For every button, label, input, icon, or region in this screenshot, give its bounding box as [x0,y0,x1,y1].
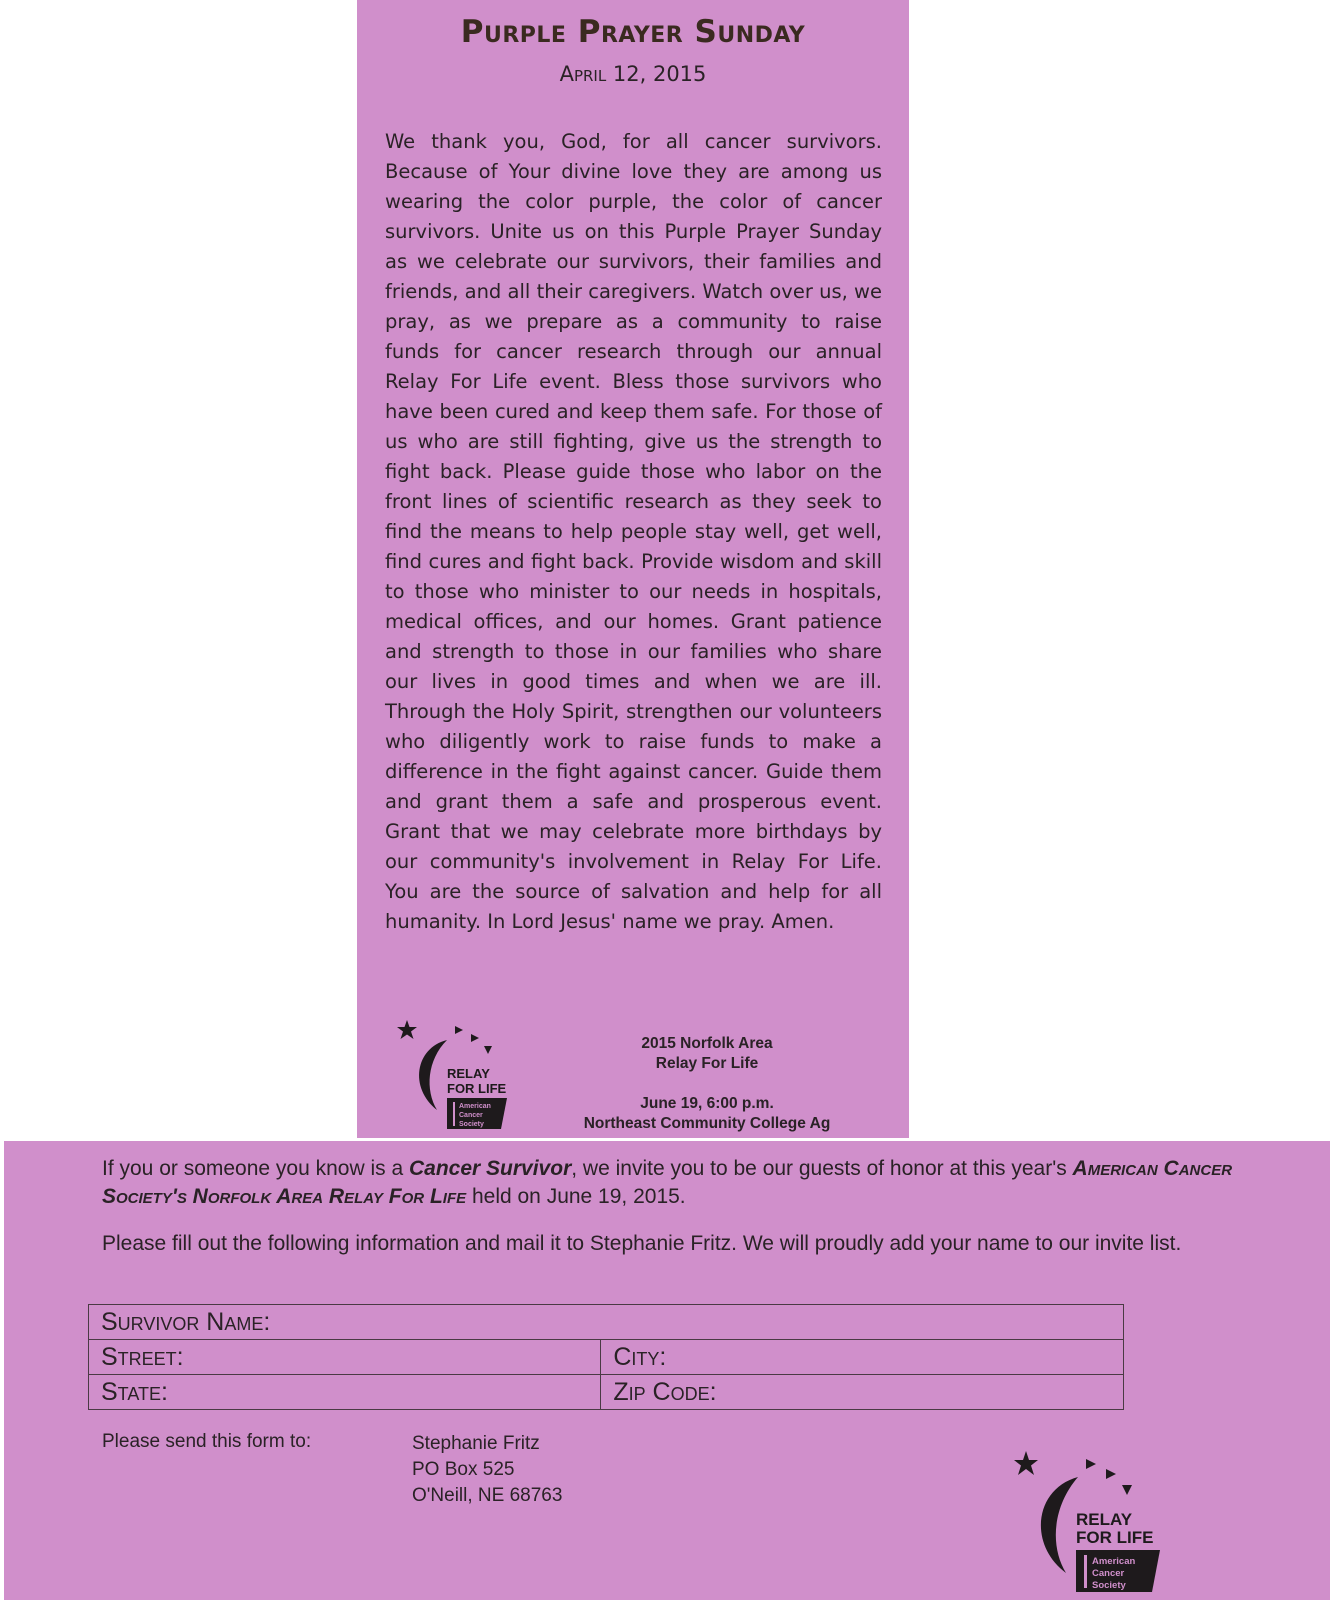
event-line-2: Relay For Life [655,1055,759,1072]
state-field[interactable]: State: [89,1375,601,1410]
star-icon [1122,1485,1132,1495]
address-line-2: O'Neill, NE 68763 [412,1485,563,1506]
event-info [557,1034,857,1134]
acs-sword-icon [1084,1555,1087,1588]
star-icon [455,1026,463,1034]
acs-text-1: American [459,1103,491,1110]
survivor-name-field[interactable]: Survivor Name: [89,1305,1124,1340]
acs-text-3: Society [459,1121,484,1128]
star-icon [1086,1459,1096,1469]
acs-text-1: American [1092,1556,1136,1567]
form-instructions: Please fill out the following information and mail it to Stephanie Fritz. We will proudly add your name to our invite list. [102,1232,1182,1255]
acs-text-3: Society [1092,1580,1126,1591]
send-form-label: Please send this form to: [102,1431,312,1452]
event-line-3: June 19, 6:00 p.m. [640,1095,774,1112]
invite-post: held on June 19, 2015. [466,1185,686,1208]
crescent-moon-icon [419,1040,447,1110]
survivor-form [4,1141,1330,1600]
logo-relay-text: RELAY [447,1066,490,1081]
acs-text-2: Cancer [459,1112,483,1119]
invite-pre: If you or someone you know is a [102,1157,409,1180]
logo-for-life-text: FOR LIFE [447,1081,507,1096]
star-icon [484,1046,492,1054]
logo-relay-text: RELAY [1076,1510,1133,1529]
event-line-4: Northeast Community College Ag [583,1115,831,1132]
bookmark-date: April 12, 2015 [559,62,707,86]
invitation-text [102,1155,1272,1211]
event-line-1: 2015 Norfolk Area [641,1035,773,1052]
zip-code-field[interactable]: Zip Code: [601,1375,1124,1410]
invite-mid: , we invite you to be our guests of honor at this year's [571,1157,1073,1180]
survivor-info-table [88,1304,1124,1410]
star-icon [471,1034,479,1042]
acs-sword-icon [453,1102,455,1126]
invite-event-name: American Cancer Society's Norfolk Area Relay For Life [102,1157,1233,1208]
acs-text-2: Cancer [1092,1568,1125,1579]
address-line-1: PO Box 525 [412,1459,515,1480]
logo-for-life-text: FOR LIFE [1076,1528,1154,1547]
street-field[interactable]: Street: [89,1340,601,1375]
address-name: Stephanie Fritz [412,1433,540,1454]
prayer-text: We thank you, God, for all cancer survivors. Because of Your divine love they are among us wearing the color purple, the color of cancer survivors. Unite us on this Purple Prayer Sunday as we celebrate our survivors, their families and friends, and all their caregivers. Watch over us, we pray, as we prepare as a community to raise funds for cancer research through our annual Relay For Life event. Bless those survivors who have been cured and keep them safe. For those of us who are still fighting, give us the strength to fight back. Please guide those who labor on the front lines of scientific research as they seek to find the means to help people stay well, get well, find cures and fight back. Provide wisdom and skill to those who minister to our needs in hospitals, medical offices, and our homes. Grant patience and strength to those in our families who share our lives in good times and when we are ill. Through the Holy Spirit, strengthen our volunteers who diligently work to raise funds to make a difference in the fight against cancer. Guide them and grant them a safe and prosperous event. Grant that we may celebrate more birthdays by our community's involvement in Relay For Life. You are the source of salvation and help for all humanity. In Lord Jesus' name we pray. Amen. [385,130,882,933]
star-icon [1014,1451,1038,1475]
invite-cancer-survivor: Cancer Survivor [409,1157,572,1180]
star-icon [1106,1469,1116,1479]
relay-for-life-logo-large [1014,1449,1189,1594]
bookmark-title: Purple Prayer Sunday [460,14,806,50]
mailing-address [412,1431,562,1509]
prayer-bookmark [357,0,909,1138]
city-field[interactable]: City: [601,1340,1124,1375]
crescent-moon-icon [1041,1477,1078,1573]
relay-for-life-logo [397,1018,527,1130]
star-icon [397,1020,417,1039]
